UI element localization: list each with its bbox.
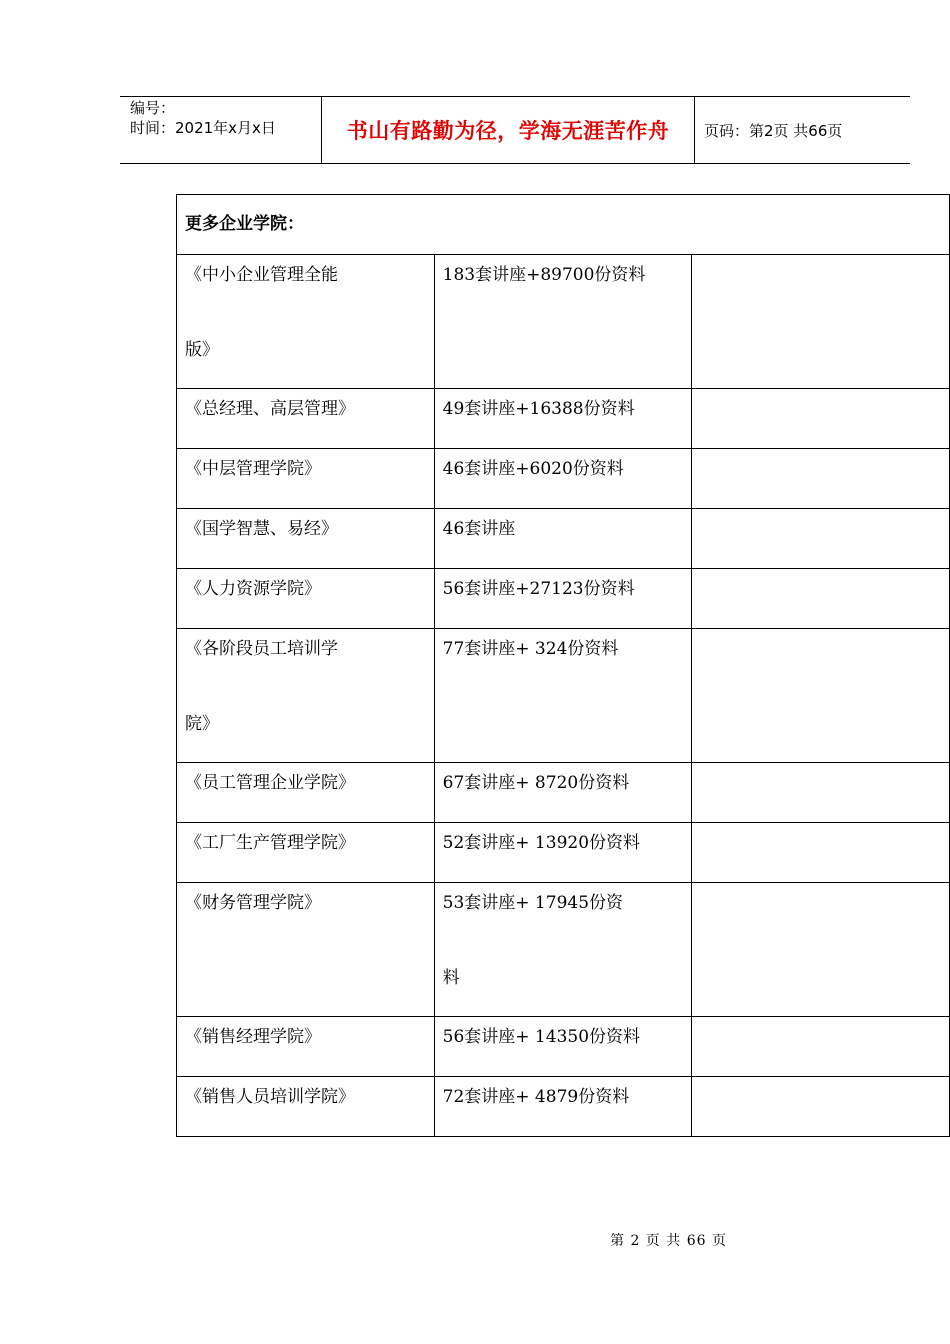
course-info-cell xyxy=(434,569,692,629)
college-name-cell-line-2 xyxy=(185,913,426,968)
college-name-cell-text: 《销售经理学院》 xyxy=(185,1027,321,1047)
header-meta xyxy=(130,98,276,138)
course-info-cell-text: 56套讲座+27123份资料 xyxy=(442,579,635,599)
course-info-cell-line-1: 183套讲座+89700份资料 xyxy=(442,265,646,285)
course-info-cell-text: 49套讲座+16388份资料 xyxy=(442,399,635,419)
college-name-cell-text: 《工厂生产管理学院》 xyxy=(185,833,355,853)
empty-cell xyxy=(692,763,950,823)
empty-cell xyxy=(692,629,950,763)
table-row xyxy=(177,763,950,823)
empty-cell xyxy=(692,883,950,1017)
college-name-cell-line-2: 院》 xyxy=(185,714,219,734)
table-row xyxy=(177,823,950,883)
table-row xyxy=(177,1017,950,1077)
college-name-cell xyxy=(177,823,435,883)
college-name-cell xyxy=(177,389,435,449)
course-info-cell-line-2 xyxy=(443,285,684,340)
college-name-cell xyxy=(177,509,435,569)
college-name-cell-text: 《员工管理企业学院》 xyxy=(185,773,355,793)
header-motto: 书山有路勤为径，学海无涯苦作舟 xyxy=(346,118,670,143)
document-number-label: 编号： xyxy=(130,99,176,117)
table-title: 更多企业学院： xyxy=(177,195,950,255)
header-divider-right xyxy=(694,96,695,163)
college-name-cell xyxy=(177,763,435,823)
college-name-cell xyxy=(177,449,435,509)
table-row xyxy=(177,255,950,389)
course-info-cell xyxy=(434,1017,692,1077)
document-time-label: 时间：2021年x月x日 xyxy=(130,119,276,137)
college-name-cell-text: 《人力资源学院》 xyxy=(185,579,321,599)
college-name-cell-text: 《中层管理学院》 xyxy=(185,459,321,479)
course-info-cell-text: 46套讲座+6020份资料 xyxy=(442,459,624,479)
empty-cell xyxy=(692,255,950,389)
college-name-cell-text: 《国学智慧、易经》 xyxy=(185,519,338,539)
college-name-cell-line-1: 《财务管理学院》 xyxy=(185,893,321,913)
college-name-cell-line-1: 《各阶段员工培训学 xyxy=(185,639,338,659)
header-bottom-rule xyxy=(120,163,910,164)
empty-cell xyxy=(692,1077,950,1137)
college-name-cell xyxy=(177,1017,435,1077)
page-footer: 第 2 页 共 66 页 xyxy=(610,1233,727,1249)
course-info-cell-text: 46套讲座 xyxy=(442,519,516,539)
college-name-cell-line-1: 《中小企业管理全能 xyxy=(185,265,338,285)
college-name-cell-text: 《销售人员培训学院》 xyxy=(185,1087,355,1107)
empty-cell xyxy=(692,509,950,569)
course-info-cell-text: 56套讲座+ 14350份资料 xyxy=(442,1027,641,1047)
college-name-cell-line-2: 版》 xyxy=(185,340,219,360)
course-info-cell-text: 67套讲座+ 8720份资料 xyxy=(442,773,630,793)
empty-cell xyxy=(692,823,950,883)
empty-cell xyxy=(692,1017,950,1077)
empty-cell xyxy=(692,389,950,449)
college-name-cell xyxy=(177,255,435,389)
table-title-row xyxy=(177,195,950,255)
table-row xyxy=(177,509,950,569)
header-page-info: 页码：第2页 共66页 xyxy=(704,122,843,140)
course-info-cell xyxy=(434,1077,692,1137)
table-row xyxy=(177,449,950,509)
course-info-cell-text: 72套讲座+ 4879份资料 xyxy=(442,1087,630,1107)
college-name-cell xyxy=(177,1077,435,1137)
college-name-cell xyxy=(177,629,435,763)
empty-cell xyxy=(692,569,950,629)
course-info-cell xyxy=(434,823,692,883)
table-row xyxy=(177,1077,950,1137)
course-info-cell-text: 52套讲座+ 13920份资料 xyxy=(442,833,641,853)
course-info-cell-line-2 xyxy=(443,659,684,714)
course-info-cell xyxy=(434,389,692,449)
table-row xyxy=(177,629,950,763)
course-info-cell xyxy=(434,449,692,509)
course-info-cell xyxy=(434,509,692,569)
empty-cell xyxy=(692,449,950,509)
course-info-cell xyxy=(434,883,692,1017)
course-info-cell-line-2: 料 xyxy=(442,968,460,988)
table-row xyxy=(177,883,950,1017)
college-name-cell-text: 《总经理、高层管理》 xyxy=(185,399,355,419)
course-info-cell-line-1: 53套讲座+ 17945份资 xyxy=(442,893,624,913)
course-info-cell xyxy=(434,255,692,389)
college-list-table xyxy=(176,194,950,1137)
table-row xyxy=(177,569,950,629)
course-info-cell-line-1: 77套讲座+ 324份资料 xyxy=(442,639,619,659)
college-name-cell xyxy=(177,883,435,1017)
course-info-cell xyxy=(434,629,692,763)
table-row xyxy=(177,389,950,449)
college-name-cell xyxy=(177,569,435,629)
course-info-cell xyxy=(434,763,692,823)
